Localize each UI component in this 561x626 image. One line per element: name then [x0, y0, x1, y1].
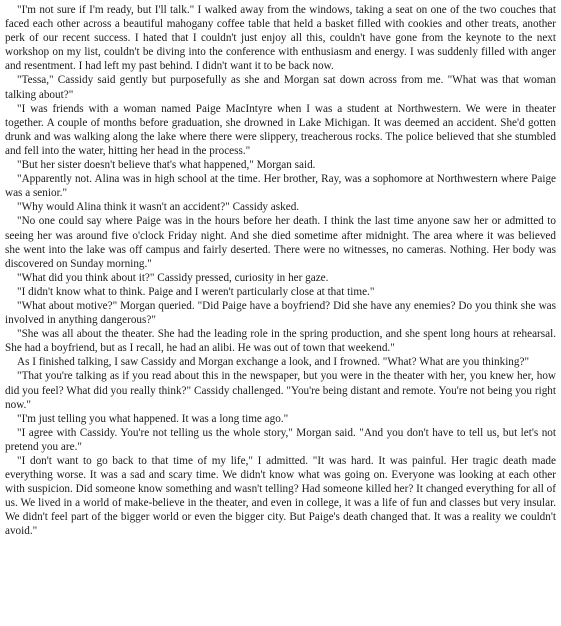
paragraph: "I'm not sure if I'm ready, but I'll talk." I walked away from the windows, taking a seat on one of the two couches that faced each other across a beautiful mahogany coffee table that held a basket filled with cookies and other treats, another perk of our recent success. I hated that I couldn't just enjoy all this, couldn't have gone from the keynote to the next workshop on my list, couldn't be diving into the conference with enthusiasm and energy. I was suddenly filled with anger and resentment. I had left my past behind. I didn't want it to be back now. — [5, 4, 556, 73]
paragraph: "I was friends with a woman named Paige MacIntyre when I was a student at Northwestern. We were in theater together. A couple of months before graduation, she drowned in Lake Michigan. It was deemed an accident. She'd gotten drunk and was walking along the lake where there were slippery, treacherous rocks. The police believed that she stumbled and fell into the water, hitting her head in the process." — [5, 102, 556, 157]
paragraph: "I didn't know what to think. Paige and I weren't particularly close at that time." — [17, 285, 375, 298]
paragraph: "Tessa," Cassidy said gently but purposefully as she and Morgan sat down across from me. "What was that woman talking about?" — [5, 74, 556, 101]
paragraph: "But her sister doesn't believe that's what happened," Morgan said. — [17, 159, 316, 172]
paragraph: "I don't want to go back to that time of my life," I admitted. "It was hard. It was painful. Her tragic death made everything worse. It was a sad and scary time. We didn't know what was going on. Everyone was looking at each other with suspicion. Did someone know something and wasn't telling? Had someone killed her? It changed everything for all of us. We lived in a world of make-believe in the theater, and even in college, it was a life of fun and classes but very insular. We didn't feel part of the bigger world or even the bigger city. But Paige's death changed that. It was a reality we couldn't avoid." — [5, 455, 556, 538]
paragraph: "She was all about the theater. She had the leading role in the spring production, and she spent long hours at rehearsal. She had a boyfriend, but as I recall, he had an alibi. He was out of town that weekend." — [5, 328, 556, 355]
paragraph: As I finished talking, I saw Cassidy and Morgan exchange a look, and I frowned. "What? What are you thinking?" — [17, 356, 530, 369]
paragraph: "Apparently not. Alina was in high school at the time. Her brother, Ray, was a sophomore at Northwestern where Paige was a senior." — [5, 173, 556, 200]
paragraph: "No one could say where Paige was in the hours before her death. I think the last time anyone saw her or admitted to seeing her was around five o'clock Friday night. And she died sometime after midnight. The area where it was believed she went into the lake was off campus and fairly deserted. There were no witnesses, no cameras. Nothing. Her body was discovered on Sunday morning." — [5, 215, 556, 270]
paragraph: "I'm just telling you what happened. It was a long time ago." — [17, 412, 289, 425]
paragraph: "That you're talking as if you read about this in the newspaper, but you were in the theater with her, you knew her, how did you feel? What did you really think?" Cassidy challenged. "You're being distant and remote. You're not being you right now." — [5, 370, 556, 411]
paragraph: "What did you think about it?" Cassidy pressed, curiosity in her gaze. — [17, 271, 329, 284]
paragraph: "What about motive?" Morgan queried. "Did Paige have a boyfriend? Did she have any enemies? Do you think she was involved in anything dangerous?" — [5, 299, 556, 327]
paragraph: "Why would Alina think it wasn't an accident?" Cassidy asked. — [17, 201, 300, 214]
paragraph: "I agree with Cassidy. You're not telling us the whole story," Morgan said. "And you don't have to tell us, but let's not pretend you are." — [5, 426, 556, 453]
